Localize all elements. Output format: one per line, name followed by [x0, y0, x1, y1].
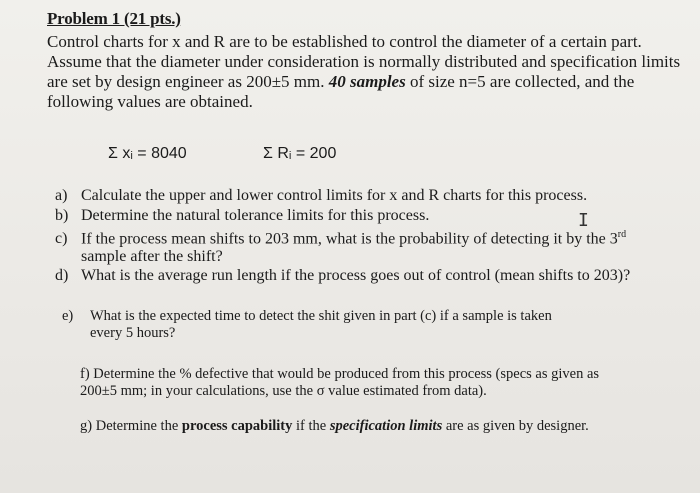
question-superscript: rd	[617, 229, 627, 240]
text-cursor-icon: I	[578, 210, 589, 231]
question-d	[55, 267, 697, 285]
question-text: Calculate the upper and lower control limits for x and R charts for this process.	[81, 187, 588, 204]
question-text: Determine the % defective that would be produced from this process (specs as given as	[93, 366, 600, 382]
sum-x-equation: Σ xᵢ = 8040	[108, 145, 187, 162]
question-label: f)	[80, 366, 90, 382]
intro-text: Control charts for x and R are to be established to control the diameter of a certain part. Assume that the diameter under consideration is normally distributed and specification limits are set by design engineer as 200±5 mm.	[47, 32, 681, 91]
intro-tail: of size n=5 are collected, and the following values are obtained.	[47, 72, 635, 111]
question-label: a)	[55, 187, 68, 204]
process-capability-term: process capability	[181, 418, 293, 434]
problem-title: Problem 1 (21 pts.)	[47, 9, 181, 28]
question-a	[55, 187, 695, 205]
question-text-mid: if the	[292, 418, 330, 434]
spec-limits-term: specification limits	[329, 418, 443, 434]
question-label: g)	[80, 418, 93, 434]
question-label: e)	[62, 308, 74, 324]
question-b	[55, 207, 695, 225]
question-text-cont: every 5 hours?	[90, 325, 176, 341]
question-g	[80, 418, 680, 435]
problem-intro	[47, 32, 687, 112]
question-f	[80, 366, 680, 400]
question-text: Determine the natural tolerance limits for this process.	[81, 207, 430, 224]
question-label: b)	[55, 207, 69, 224]
sum-r-equation: Σ Rᵢ = 200	[263, 145, 337, 162]
question-text-cont: sample after the shift?	[81, 248, 223, 266]
question-text-cont: 200±5 mm; in your calculations, use the σ value estimated from data).	[80, 383, 487, 399]
question-label: c)	[55, 230, 68, 248]
question-text: If the process mean shifts to 203 mm, what is the probability of detecting it by the 3	[81, 230, 618, 248]
question-text: What is the expected time to detect the shit given in part (c) if a sample is taken	[90, 308, 552, 324]
question-text: What is the average run length if the process goes out of control (mean shifts to 203)?	[81, 267, 631, 284]
question-e	[62, 308, 682, 342]
question-label: d)	[55, 267, 69, 284]
question-text-post: are as given by designer.	[442, 418, 589, 434]
intro-sample-count: 40 samples	[328, 72, 406, 91]
question-text-pre: Determine the	[95, 418, 182, 434]
question-c	[55, 226, 697, 266]
